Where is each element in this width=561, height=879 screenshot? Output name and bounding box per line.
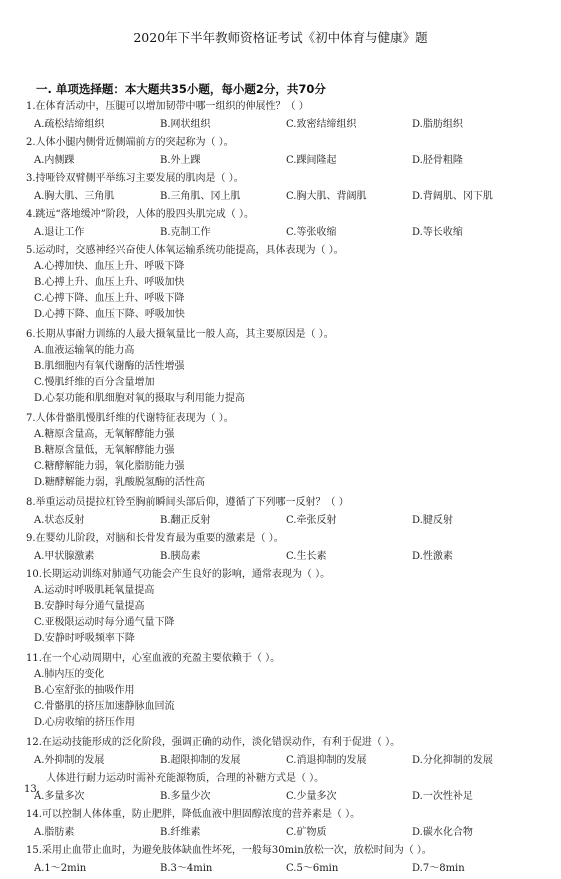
question-number: 10.	[26, 569, 42, 580]
answer-option-d: D.心泵功能和肌细胞对氧的摄取与利用能力提高	[34, 393, 245, 404]
question-number: 14.	[26, 809, 42, 820]
question-stem	[26, 171, 556, 187]
answer-options	[26, 751, 556, 771]
answer-option-d: D.心房收缩的挤压作用	[34, 717, 135, 728]
answer-option-b: B.3～4min	[160, 863, 213, 874]
question-5	[26, 243, 556, 323]
answer-options	[26, 151, 556, 171]
question-9	[26, 531, 556, 567]
answer-option-b: B.多量少次	[160, 791, 211, 802]
answer-option-c: C.等张收缩	[286, 227, 337, 238]
answer-option-b: B.克制工作	[160, 227, 211, 238]
answer-option-a: A.内侧踝	[34, 155, 75, 166]
answer-option-d: D.脂肪组织	[412, 119, 463, 130]
question-stem	[26, 495, 556, 511]
question-text: 在体育活动中，压腿可以增加韧带中哪一组织的伸展性？（ ）	[35, 101, 309, 112]
answer-option-a: A.运动时呼吸肌耗氧量提高	[34, 585, 155, 596]
answer-options	[26, 823, 556, 843]
question-stem	[26, 843, 556, 859]
answer-option-a: A.1～2min	[34, 863, 87, 874]
question-text: 在一个心动周期中，心室血液的充盈主要依赖于（ ）。	[41, 653, 281, 664]
question-10	[26, 567, 556, 647]
answer-option-b: B.三角肌、冈上肌	[160, 191, 241, 202]
answer-option-a: A.多量多次	[34, 791, 85, 802]
question-text: 采用止血带止血时，为避免肢体缺血性坏死，一般每30min放松一次，放松时间为（ ）。	[41, 845, 432, 856]
answer-option-d: D.糖酵解能力弱，乳酸脱氢酶的活性高	[34, 477, 205, 488]
answer-options	[26, 583, 556, 647]
answer-option-c: C.牵张反射	[286, 515, 337, 526]
answer-options	[26, 115, 556, 135]
question-text: 举重运动员提拉杠铃至胸前瞬间头部后仰，遵循了下列哪一反射？（ ）	[35, 497, 349, 508]
answer-option-b: B.外上踝	[160, 155, 201, 166]
answer-option-a: A.血液运输氧的能力高	[34, 345, 135, 356]
question-4	[26, 207, 556, 243]
answer-option-b: B.糖原含量低，无氧解酵能力强	[34, 445, 175, 456]
question-number: 8.	[26, 497, 36, 508]
answer-option-a: A.状态反射	[34, 515, 85, 526]
question-number: 15.	[26, 845, 42, 856]
answer-option-d: D.7～8min	[412, 863, 465, 874]
question-text: 人体进行耐力运动时需补充能源物质，合理的补糖方式是（ ）。	[46, 773, 325, 784]
answer-option-c: C.亚极限运动时每分通气量下降	[34, 617, 175, 628]
question-number: 5.	[26, 245, 36, 256]
answer-option-a: A.糖原含量高，无氧解酵能力强	[34, 429, 175, 440]
question-number: 4.	[26, 209, 36, 220]
answer-options	[26, 859, 556, 879]
question-text: 可以控制人体体重，防止肥胖，降低血液中胆固醇浓度的营养素是（ ）。	[41, 809, 361, 820]
answer-options	[26, 511, 556, 531]
exam-title: 2020年下半年教师资格证考试《初中体育与健康》题	[133, 30, 428, 45]
question-stem	[26, 99, 556, 115]
answer-option-b: B.心搏上升、血压上升、呼吸加快	[34, 277, 185, 288]
answer-options	[26, 259, 556, 323]
question-15	[26, 843, 556, 879]
question-13	[26, 771, 556, 807]
answer-option-c: C.糖酵解能力弱，氧化脂肪能力强	[34, 461, 185, 472]
question-text: 人体小腿内侧骨近侧端前方的突起称为（ ）。	[35, 137, 234, 148]
answer-option-b: B.纤维素	[160, 827, 201, 838]
question-6	[26, 327, 556, 407]
section-heading: 一. 单项选择题：本大题共35小题，每小题2分，共70分	[36, 82, 326, 96]
question-stem	[26, 327, 556, 343]
question-number: 12.	[26, 737, 42, 748]
question-stem	[26, 531, 556, 547]
question-stem	[26, 135, 556, 151]
answer-options	[26, 667, 556, 731]
question-text: 在运动技能形成的泛化阶段，强调正确的动作，淡化错误动作，有利于促进（ ）。	[41, 737, 401, 748]
question-2	[26, 135, 556, 171]
answer-option-c: C.少量多次	[286, 791, 337, 802]
question-number: 2.	[26, 137, 36, 148]
answer-option-b: B.翻正反射	[160, 515, 211, 526]
answer-option-b: B.肌细胞内有氧代谢酶的活性增强	[34, 361, 185, 372]
question-14	[26, 807, 556, 843]
answer-option-a: A.外抑制的发展	[34, 755, 105, 766]
question-text: 跳远“落地缓冲”阶段，人体的股四头肌完成（ ）。	[35, 209, 254, 220]
question-stem	[26, 243, 556, 259]
question-number: 9.	[26, 533, 36, 544]
answer-option-c: C.胸大肌、背阔肌	[286, 191, 367, 202]
question-stem	[26, 567, 556, 583]
answer-option-b: B.安静时每分通气量提高	[34, 601, 145, 612]
answer-option-c: C.踝间隆起	[286, 155, 337, 166]
answer-option-d: D.背阔肌、冈下肌	[412, 191, 493, 202]
answer-option-a: A.甲状腺激素	[34, 551, 95, 562]
answer-option-d: D.胫骨粗隆	[412, 155, 463, 166]
answer-option-c: C.5～6min	[286, 863, 339, 874]
answer-option-c: C.骨骼肌的挤压加速静脉血回流	[34, 701, 175, 712]
answer-option-a: A.疏松结缔组织	[34, 119, 105, 130]
answer-option-d: D.碳水化合物	[412, 827, 473, 838]
answer-options	[26, 547, 556, 567]
answer-option-a: A.脂肪素	[34, 827, 75, 838]
answer-option-c: C.心搏下降、血压上升、呼吸下降	[34, 293, 185, 304]
answer-option-c: C.矿物质	[286, 827, 327, 838]
question-text: 运动时，交感神经兴奋使人体氧运输系统功能提高，具体表现为（ ）。	[35, 245, 344, 256]
question-stem	[26, 411, 556, 427]
answer-option-d: D.一次性补足	[412, 791, 473, 802]
answer-options	[26, 427, 556, 491]
question-number: 11.	[26, 653, 42, 664]
question-8	[26, 495, 556, 531]
question-text: 持哑铃双臂侧平举练习主要发展的肌肉是（ ）。	[35, 173, 244, 184]
question-1	[26, 99, 556, 135]
question-stem	[26, 651, 556, 667]
answer-option-a: A.退让工作	[34, 227, 85, 238]
answer-option-b: B.超限抑制的发展	[160, 755, 241, 766]
answer-options	[26, 223, 556, 243]
answer-option-d: D.腱反射	[412, 515, 453, 526]
question-text: 长期运动训练对肺通气功能会产生良好的影响，通常表现为（ ）。	[41, 569, 331, 580]
question-list	[26, 99, 556, 879]
answer-options	[26, 787, 556, 807]
answer-option-b: B.胰岛素	[160, 551, 201, 562]
question-stem	[26, 735, 556, 751]
question-text: 人体骨骼肌慢肌纤维的代谢特征表现为（ ）。	[35, 413, 234, 424]
answer-option-d: D.心搏下降、血压下降、呼吸加快	[34, 309, 185, 320]
answer-option-b: B.网状组织	[160, 119, 211, 130]
question-number: 6.	[26, 329, 36, 340]
question-stem	[26, 807, 556, 823]
answer-option-c: C.消退抑制的发展	[286, 755, 367, 766]
question-12	[26, 735, 556, 771]
answer-options	[26, 187, 556, 207]
answer-option-c: C.慢肌纤维的百分含量增加	[34, 377, 155, 388]
answer-option-a: A.肺内压的变化	[34, 669, 105, 680]
question-number: 7.	[26, 413, 36, 424]
question-number: 13.	[24, 784, 40, 795]
answer-option-d: D.分化抑制的发展	[412, 755, 493, 766]
question-3	[26, 171, 556, 207]
answer-option-a: A.胸大肌、三角肌	[34, 191, 115, 202]
answer-option-c: C.致密结缔组织	[286, 119, 357, 130]
answer-option-d: D.等长收缩	[412, 227, 463, 238]
answer-option-c: C.生长素	[286, 551, 327, 562]
answer-option-a: A.心搏加快、血压上升、呼吸下降	[34, 261, 185, 272]
answer-option-d: D.安静时呼吸频率下降	[34, 633, 135, 644]
question-number: 3.	[26, 173, 36, 184]
question-11	[26, 651, 556, 731]
question-stem	[26, 207, 556, 223]
question-number: 1.	[26, 101, 36, 112]
question-text: 长期从事耐力训练的人最大摄氧量比一般人高，其主要原因是（ ）。	[35, 329, 334, 340]
question-7	[26, 411, 556, 491]
question-stem	[24, 771, 556, 795]
answer-option-b: B.心室舒张的抽吸作用	[34, 685, 135, 696]
answer-options	[26, 343, 556, 407]
answer-option-d: D.性激素	[412, 551, 453, 562]
question-text: 在婴幼儿阶段，对脑和长骨发育最为重要的激素是（ ）。	[35, 533, 284, 544]
